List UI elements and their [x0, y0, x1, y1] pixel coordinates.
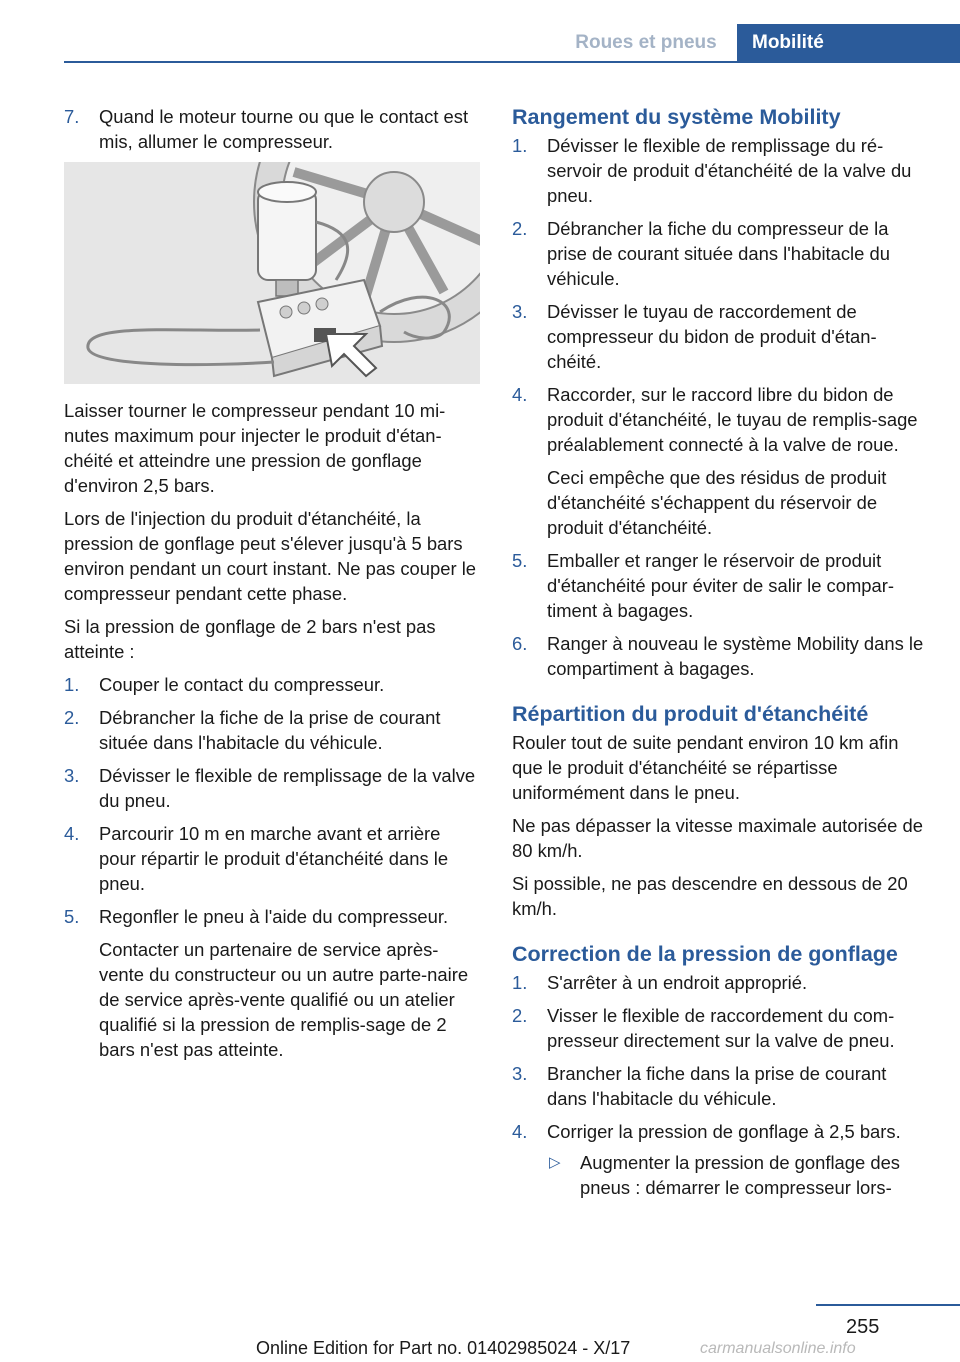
paragraph: Rouler tout de suite pendant environ 10 km afin que le produit d'étanchéité se répartisse uniformément dans le pneu. [512, 732, 899, 803]
step-number: 5. [64, 906, 80, 927]
step-text: Dévisser le flexible de remplissage du ré-servoir de produit d'étanchéité de la valve du pneu. [547, 135, 912, 206]
step-number: 1. [64, 674, 80, 695]
paragraph: Lors de l'injection du produit d'étanchéité, la pression de gonflage peut s'élever jusqu'à 5 bars environ pendant un court instant. Ne pas couper le compresseur pendant cette phase. [64, 508, 477, 604]
step-number: 2. [512, 218, 528, 239]
sub-item [547, 1150, 928, 1200]
step-number: 3. [512, 301, 528, 322]
step-text: Débrancher la fiche du compresseur de la prise de courant située dans l'habitacle du véhicule. [547, 218, 890, 289]
step-number: 4. [512, 384, 528, 405]
list-item [512, 970, 928, 995]
compressor-drawing [64, 162, 480, 384]
section-heading: Rangement du système Mobility [512, 105, 841, 129]
watermark: carmanualsonline.info [700, 1340, 856, 1357]
page-header [0, 0, 960, 64]
list-item [512, 299, 928, 374]
numbered-list [512, 133, 928, 681]
step-number: 2. [64, 707, 80, 728]
list-item [512, 1003, 928, 1053]
list-item [512, 548, 928, 623]
section-heading: Correction de la pression de gonflage [512, 942, 898, 966]
step-number: 2. [512, 1005, 528, 1026]
tab-roues-et-pneus[interactable]: Roues et pneus [575, 32, 717, 53]
step-text: Ranger à nouveau le système Mobility dans le compartiment à bagages. [547, 633, 924, 679]
step-number: 7. [64, 106, 80, 127]
step-number: 4. [64, 823, 80, 844]
section-heading: Répartition du produit d'étanchéité [512, 702, 869, 726]
step-7 [64, 104, 480, 154]
step-text: Corriger la pression de gonflage à 2,5 bars. [547, 1121, 901, 1142]
step-number: 3. [512, 1063, 528, 1084]
edition-footer: Online Edition for Part no. 01402985024 - X/17 [256, 1338, 631, 1358]
paragraph: Laisser tourner le compresseur pendant 10 mi-nutes maximum pour injecter le produit d'étan-chéité et atteindre une pression de gonflage d'environ 2,5 bars. [64, 400, 446, 496]
step-text: Quand le moteur tourne ou que le contact est mis, allumer le compresseur. [99, 106, 469, 152]
step-text: Parcourir 10 m en marche avant et arrière pour répartir le produit d'étanchéité dans le pneu. [99, 823, 449, 894]
paragraph: Ne pas dépasser la vitesse maximale autorisée de 80 km/h. [512, 815, 923, 861]
footer-rule [816, 1304, 960, 1306]
step-number: 6. [512, 633, 528, 654]
step-text: Brancher la fiche dans la prise de courant dans l'habitacle du véhicule. [547, 1063, 887, 1109]
step-number: 1. [512, 972, 528, 993]
paragraph: Si la pression de gonflage de 2 bars n'est pas atteinte : [64, 616, 436, 662]
list-item [512, 133, 928, 208]
step-text: Dévisser le flexible de remplissage de la valve du pneu. [99, 765, 476, 811]
step-number: 5. [512, 550, 528, 571]
page-number: 255 [846, 1316, 880, 1338]
step-text: Couper le contact du compresseur. [99, 674, 385, 695]
paragraph: Si possible, ne pas descendre en dessous de 20 km/h. [512, 873, 908, 919]
step-text: Dévisser le tuyau de raccordement de compresseur du bidon de produit d'étan-chéité. [547, 301, 877, 372]
step-number: 3. [64, 765, 80, 786]
left-column [64, 104, 480, 1070]
list-item [512, 631, 928, 681]
list-item [64, 705, 480, 755]
numbered-list [64, 672, 480, 1062]
header-rule [64, 61, 960, 63]
step-number: 4. [512, 1121, 528, 1142]
right-column [512, 104, 928, 1208]
step-note: Contacter un partenaire de service après-vente du constructeur ou un autre parte-naire de service après-vente qualifié ou un atelier qualifié si la pression de remplis-sage de 2 bars n'est pas atteinte. [99, 939, 469, 1060]
step-text: Regonfler le pneu à l'aide du compresseur. [99, 906, 449, 927]
tab-mobilite[interactable]: Mobilité [737, 24, 960, 62]
list-item [64, 821, 480, 896]
numbered-list [512, 970, 928, 1200]
step-text: Débrancher la fiche de la prise de courant située dans l'habitacle du véhicule. [99, 707, 441, 753]
list-item [512, 216, 928, 291]
list-item [512, 382, 928, 540]
step-text: Raccorder, sur le raccord libre du bidon de produit d'étanchéité, le tuyau de remplis-sage préalablement connecté à la valve de roue. [547, 384, 918, 455]
step-note: Ceci empêche que des résidus de produit d'étanchéité s'échappent du réservoir de produit d'étanchéité. [547, 467, 887, 538]
list-item [512, 1119, 928, 1200]
compressor-illustration [64, 162, 480, 384]
step-text: S'arrêter à un endroit approprié. [547, 972, 808, 993]
triangle-bullet-icon: ▷ [549, 1154, 561, 1171]
list-item [64, 672, 480, 697]
step-number: 1. [512, 135, 528, 156]
list-item [64, 763, 480, 813]
list-item [64, 904, 480, 1062]
sub-item-text: Augmenter la pression de gonflage des pneus : démarrer le compresseur lors- [580, 1152, 901, 1198]
step-text: Visser le flexible de raccordement du com-presseur directement sur la valve de pneu. [547, 1005, 895, 1051]
list-item [512, 1061, 928, 1111]
step-text: Emballer et ranger le réservoir de produit d'étanchéité pour éviter de salir le compar-timent à bagages. [547, 550, 894, 621]
